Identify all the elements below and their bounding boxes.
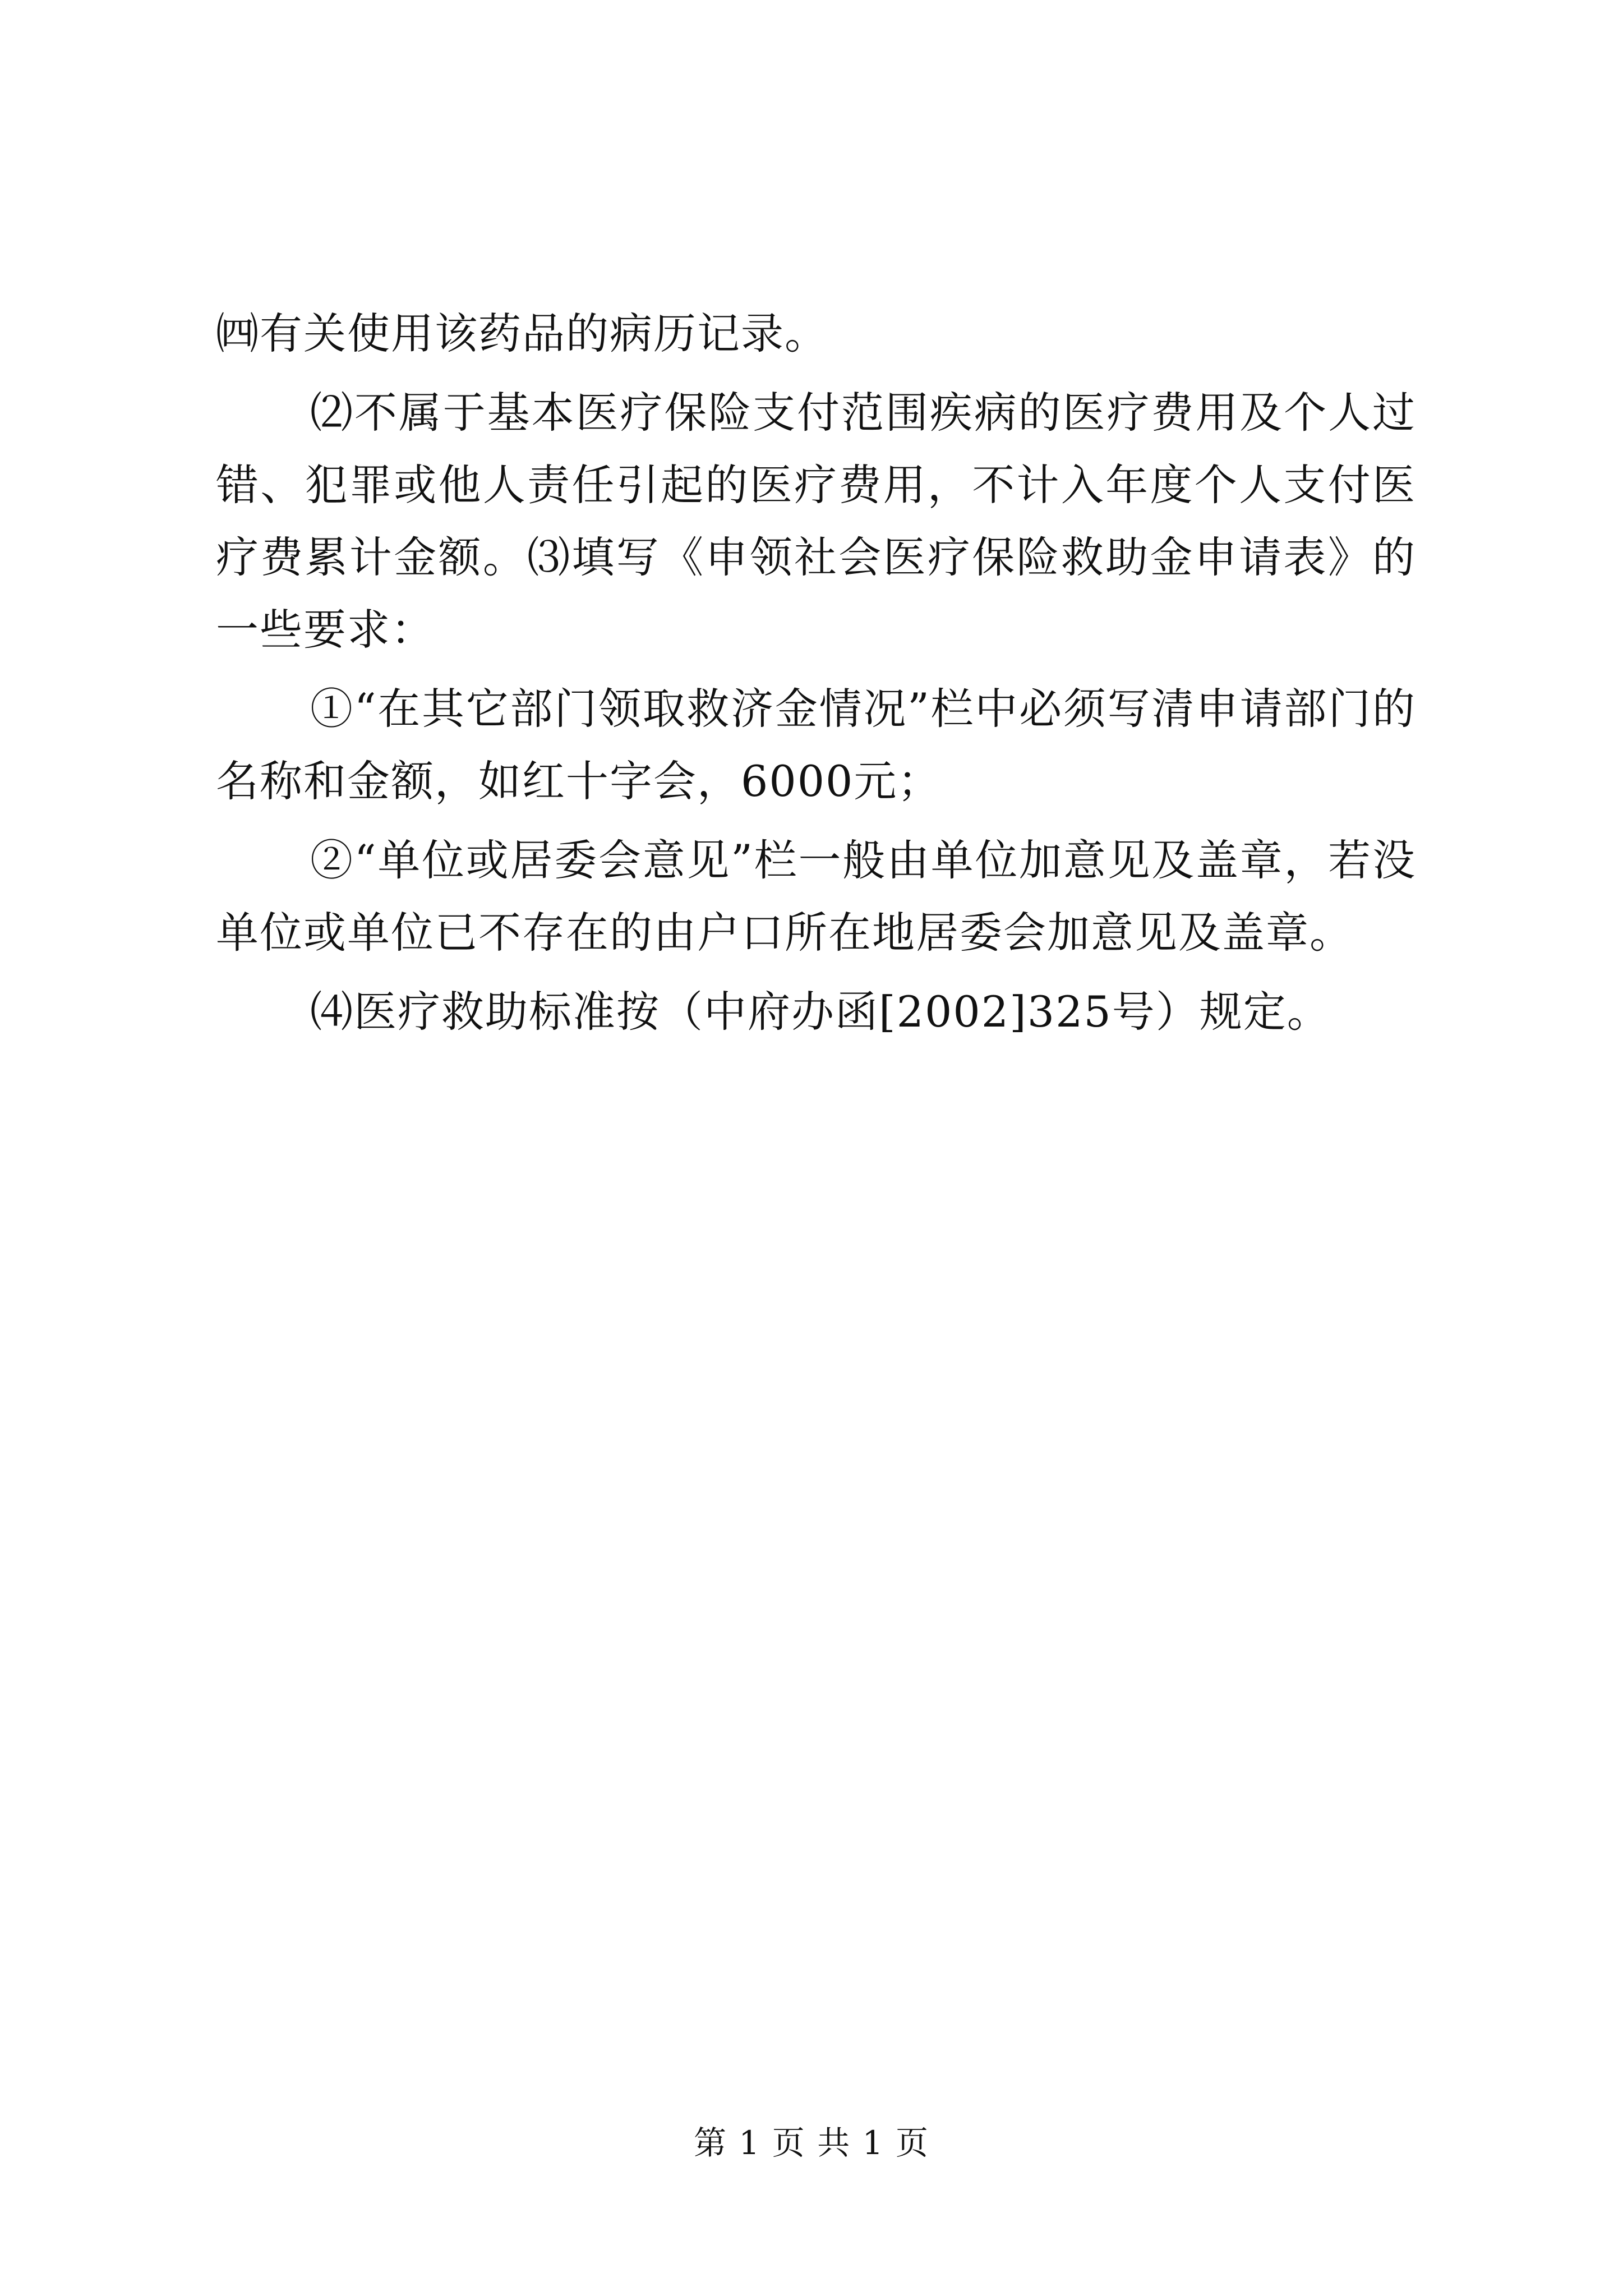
paragraph-relief-fund-field: ①“在其它部门领取救济金情况”栏中必须写清申请部门的名称和金额，如红十字会，6000元； — [216, 684, 1416, 806]
document-body — [216, 297, 1416, 1055]
page-footer: 第 1 页 共 1 页 — [694, 2124, 929, 2162]
paragraph-relief-standard: ⑷医疗救助标准按（中府办函[2002]325号）规定。 — [310, 987, 1331, 1037]
paragraph-medical-records: ㈣有关使用该药品的病历记录。 — [216, 309, 828, 358]
paragraph-unit-opinion-field: ②“单位或居委会意见”栏一般由单位加意见及盖章，若没单位或单位已不存在的由户口所在地居委会加意见及盖章。 — [216, 835, 1416, 958]
paragraph-excluded-expenses: ⑵不属于基本医疗保险支付范围疾病的医疗费用及个人过错、犯罪或他人责任引起的医疗费用，不计入年度个人支付医疗费累计金额。⑶填写《申领社会医疗保险救助金申请表》的一些要求： — [216, 388, 1416, 655]
